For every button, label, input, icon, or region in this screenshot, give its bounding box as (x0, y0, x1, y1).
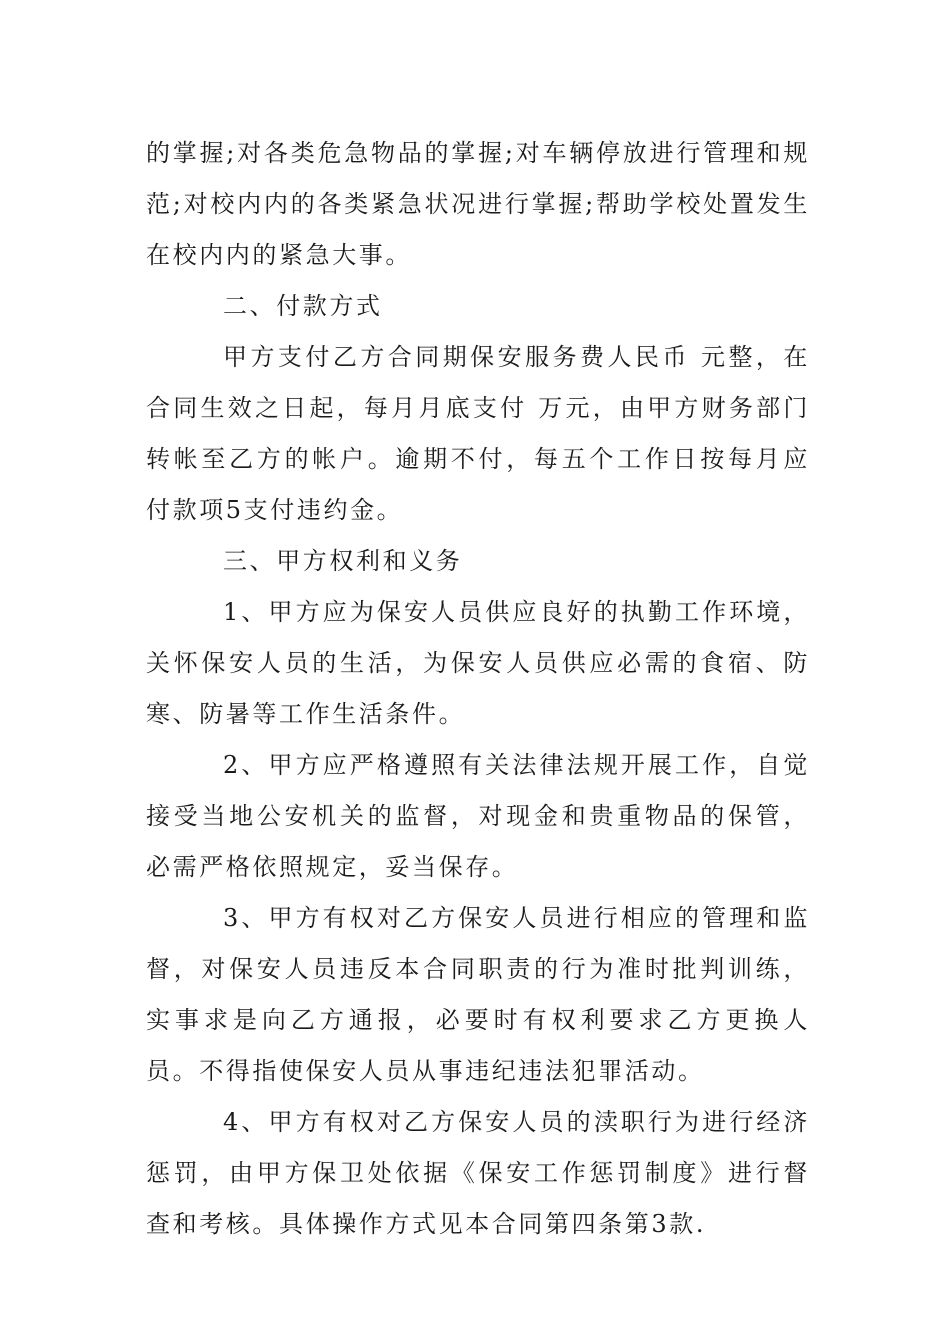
paragraph-item-2: 2、甲方应严格遵照有关法律法规开展工作，自觉接受当地公安机关的监督，对现金和贵重物品的保管，必需严格依照规定，妥当保存。 (146, 751, 810, 881)
section-heading-party-a-rights: 三、甲方权利和义务 (223, 547, 463, 575)
paragraph-item-4: 4、甲方有权对乙方保安人员的渎职行为进行经济惩罚，由甲方保卫处依据《保安工作惩罚制度》进行督查和考核。具体操作方式见本合同第四条第3款. (146, 1108, 810, 1238)
paragraph-payment: 甲方支付乙方合同期保安服务费人民币 元整，在合同生效之日起，每月月底支付 万元，由甲方财务部门转帐至乙方的帐户。逾期不付，每五个工作日按每月应付款项5支付违约金。 (146, 343, 810, 524)
document-page (146, 128, 810, 1250)
paragraph-continuation: 的掌握;对各类危急物品的掌握;对车辆停放进行管理和规范;对校内内的各类紧急状况进行掌握;帮助学校处置发生在校内内的紧急大事。 (146, 139, 810, 269)
paragraph-item-3: 3、甲方有权对乙方保安人员进行相应的管理和监督，对保安人员违反本合同职责的行为准时批判训练，实事求是向乙方通报，必要时有权利要求乙方更换人员。不得指使保安人员从事违纪违法犯罪活动。 (146, 904, 810, 1085)
paragraph-item-1: 1、甲方应为保安人员供应良好的执勤工作环境，关怀保安人员的生活，为保安人员供应必需的食宿、防寒、防暑等工作生活条件。 (146, 598, 810, 728)
section-heading-payment: 二、付款方式 (223, 292, 383, 320)
